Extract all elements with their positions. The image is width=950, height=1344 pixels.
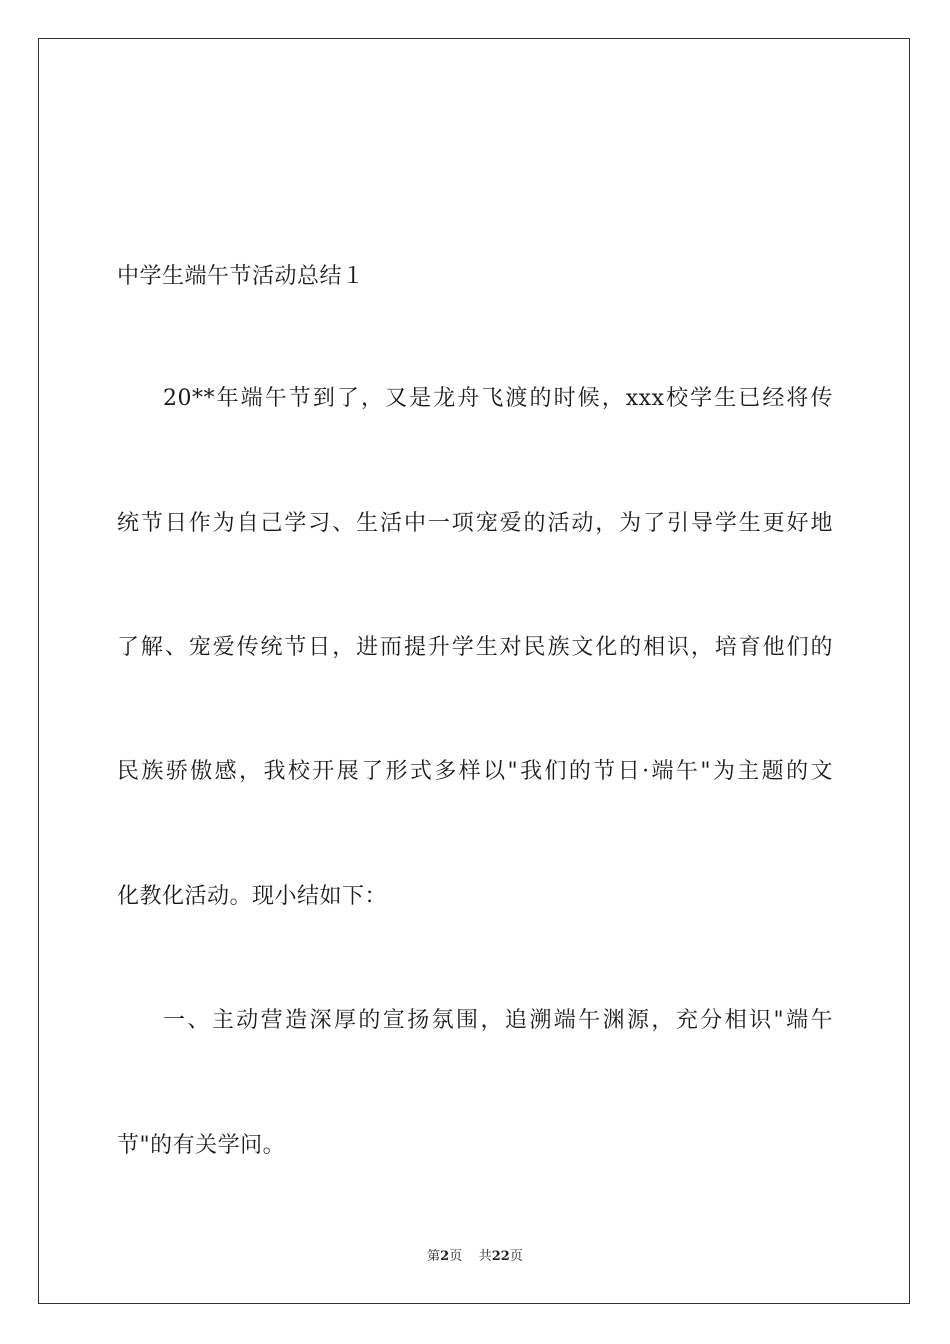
footer-page-suffix: 页 <box>449 1249 463 1264</box>
document-title: 中学生端午节活动总结１ <box>117 264 365 289</box>
footer-page-prefix: 第 <box>427 1249 441 1264</box>
paragraph-1-line-3: 了解、宠爱传统节日，进而提升学生对民族文化的相识，培育他们的 <box>117 635 833 660</box>
footer-total-prefix: 共 <box>478 1249 492 1264</box>
footer-total-suffix: 页 <box>509 1249 523 1264</box>
page-footer <box>0 1248 950 1266</box>
paragraph-2-line-1: 一、主动营造深厚的宣扬氛围，追溯端午渊源，充分相识"端午 <box>163 1008 833 1033</box>
footer-page-number: 2 <box>440 1249 450 1264</box>
paragraph-1-line-2: 统节日作为自己学习、生活中一项宠爱的活动，为了引导学生更好地 <box>117 511 833 536</box>
paragraph-1-line-5: 化教化活动。现小结如下： <box>117 884 388 909</box>
paragraph-1-line-1: 20**年端午节到了，又是龙舟飞渡的时候，xxx校学生已经将传 <box>163 386 833 411</box>
page-border <box>38 38 910 1304</box>
paragraph-2-line-2: 节"的有关学问。 <box>117 1133 286 1158</box>
paragraph-1-line-4: 民族骄傲感，我校开展了形式多样以"我们的节日·端午"为主题的文 <box>117 759 833 784</box>
footer-total-pages: 22 <box>491 1249 510 1264</box>
